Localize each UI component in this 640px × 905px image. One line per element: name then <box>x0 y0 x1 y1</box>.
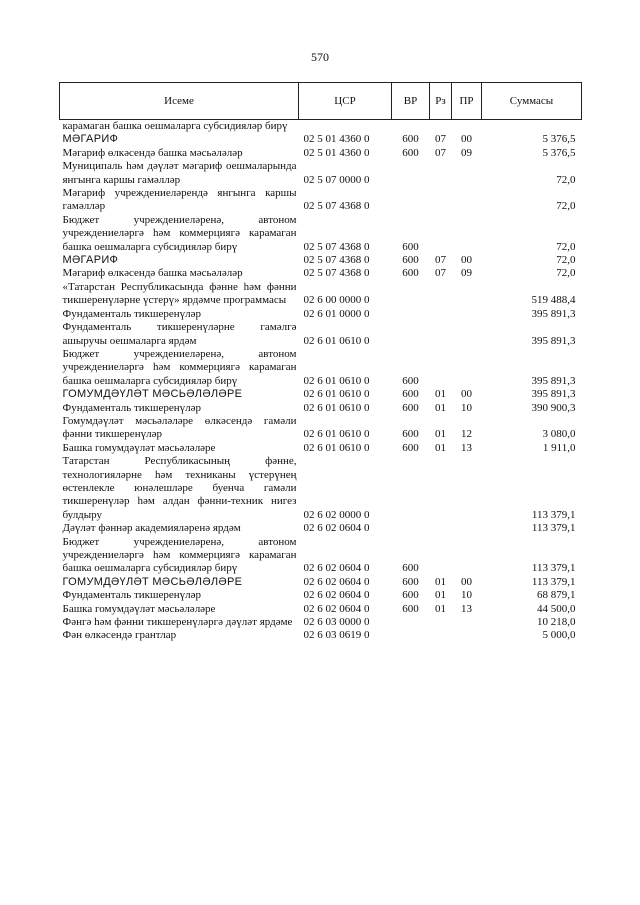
cell-rz: 01 <box>435 575 446 588</box>
table-row <box>60 402 582 415</box>
cell-sum: 44 500,0 <box>537 602 576 615</box>
cell-csr: 02 6 01 0610 0 <box>303 388 370 401</box>
cell-csr: 02 6 01 0000 0 <box>303 307 370 320</box>
table-row <box>60 589 582 602</box>
cell-rz <box>430 455 452 522</box>
cell-sum: 395 891,3 <box>531 307 576 320</box>
table-row <box>60 133 582 146</box>
cell-csr: 02 6 02 0000 0 <box>303 508 370 521</box>
cell-name: Мәгариф учреждениеләрендә янгынга каршы гамәлләр <box>62 187 297 213</box>
cell-vr: 600 <box>402 441 419 454</box>
cell-sum: 113 379,1 <box>531 562 576 575</box>
cell-name: Муниципаль һәм дәүләт мәгариф оешмаларында янгынга каршы гамәлләр <box>62 160 297 186</box>
cell-name: Фундаменталь тикшеренүләр <box>62 589 201 602</box>
header-rz: Рз <box>430 83 452 120</box>
cell-pr <box>452 187 482 214</box>
cell-vr: 600 <box>402 428 419 441</box>
cell-vr: 600 <box>402 254 419 267</box>
cell-pr: 13 <box>461 441 472 454</box>
cell-rz: 01 <box>435 602 446 615</box>
cell-name: Бюджет учреждениеләренә, автоном учреждениеләргә һәм коммерциягә карамаган башка оешмаларга субсидияләр бирү <box>62 213 297 253</box>
cell-pr <box>452 616 482 629</box>
cell-vr: 600 <box>402 133 419 146</box>
table-row <box>60 442 582 455</box>
cell-rz: 07 <box>435 146 446 159</box>
cell-pr <box>452 214 482 254</box>
cell-name: Фундаменталь тикшеренүләр <box>62 401 201 414</box>
cell-csr: 02 5 07 4368 0 <box>303 254 370 267</box>
cell-name: Мәгариф өлкәсендә башка мәсьәләләр <box>62 267 243 280</box>
cell-csr: 02 5 01 4360 0 <box>303 146 370 159</box>
cell-rz: 01 <box>435 401 446 414</box>
cell-name: Башка гомумдәүләт мәсьәләләре <box>62 441 216 454</box>
table-row <box>60 415 582 442</box>
table-row <box>60 522 582 535</box>
cell-pr <box>452 308 482 321</box>
cell-name: Бюджет учреждениеләренә, автоном учреждениеләргә һәм коммерциягә карамаган башка оешмаларга субсидияләр бирү <box>62 347 297 387</box>
cell-csr: 02 6 03 0000 0 <box>303 616 370 629</box>
cell-csr: 02 5 07 4368 0 <box>303 200 370 213</box>
cell-rz: 07 <box>435 254 446 267</box>
cell-sum: 5 376,5 <box>542 133 576 146</box>
cell-pr <box>452 629 482 642</box>
cell-pr <box>452 120 482 134</box>
cell-vr <box>392 629 430 642</box>
cell-sum: 395 891,3 <box>531 334 576 347</box>
cell-sum: 113 379,1 <box>531 522 576 535</box>
cell-vr: 600 <box>402 401 419 414</box>
table-row <box>60 455 582 522</box>
cell-vr <box>392 522 430 535</box>
cell-name: Дәүләт фәннәр академияләренә ярдәм <box>62 522 241 535</box>
cell-sum: 68 879,1 <box>537 589 576 602</box>
cell-csr: 02 6 01 0610 0 <box>303 374 370 387</box>
cell-rz <box>430 281 452 308</box>
cell-rz <box>430 308 452 321</box>
cell-rz <box>430 348 452 388</box>
cell-pr: 09 <box>461 267 472 280</box>
cell-name: Бюджет учреждениеләренә, автоном учреждениеләргә һәм коммерциягә карамаган башка оешмаларга субсидияләр бирү <box>62 535 297 575</box>
cell-vr: 600 <box>402 374 419 387</box>
cell-pr: 10 <box>461 401 472 414</box>
cell-csr: 02 6 03 0619 0 <box>303 629 370 642</box>
table-header-row <box>60 83 582 120</box>
cell-pr <box>452 522 482 535</box>
cell-pr <box>452 281 482 308</box>
table-row <box>60 536 582 576</box>
cell-rz <box>430 522 452 535</box>
table-row <box>60 214 582 254</box>
header-csr: ЦСР <box>299 83 392 120</box>
cell-name: Фундаменталь тикшеренүләрне гамәлгә ашыручы оешмаларга ярдәм <box>62 321 297 347</box>
cell-vr <box>392 616 430 629</box>
cell-pr: 10 <box>461 589 472 602</box>
cell-csr: 02 6 01 0610 0 <box>303 334 370 347</box>
cell-csr: 02 6 02 0604 0 <box>303 575 370 588</box>
cell-vr <box>392 321 430 348</box>
budget-table <box>59 82 582 643</box>
cell-vr <box>392 281 430 308</box>
cell-vr: 600 <box>402 562 419 575</box>
cell-sum: 72,0 <box>556 173 576 186</box>
cell-sum <box>482 120 582 134</box>
cell-sum: 72,0 <box>556 200 576 213</box>
cell-rz <box>430 616 452 629</box>
cell-csr: 02 5 01 4360 0 <box>303 133 370 146</box>
table-row <box>60 160 582 187</box>
table-row <box>60 147 582 160</box>
table-row <box>60 388 582 401</box>
cell-sum: 3 080,0 <box>542 428 576 441</box>
cell-sum: 395 891,3 <box>531 388 576 401</box>
table-row <box>60 267 582 280</box>
cell-pr <box>452 321 482 348</box>
cell-csr: 02 6 02 0604 0 <box>303 589 370 602</box>
cell-name: карамаган башка оешмаларга субсидияләр бирү <box>62 120 288 132</box>
cell-pr: 00 <box>461 575 472 588</box>
cell-csr: 02 6 02 0604 0 <box>303 522 370 535</box>
cell-csr: 02 6 01 0610 0 <box>303 428 370 441</box>
cell-pr: 00 <box>461 254 472 267</box>
cell-name: МӘГАРИФ <box>62 254 119 267</box>
cell-pr: 12 <box>461 428 472 441</box>
cell-pr: 00 <box>461 133 472 146</box>
cell-name: Фәнгә һәм фәнни тикшеренүләргә дәүләт ярдәме <box>62 616 293 629</box>
cell-rz <box>430 120 452 134</box>
cell-name: МӘГАРИФ <box>62 133 119 146</box>
cell-pr <box>452 455 482 522</box>
cell-sum: 390 900,3 <box>531 401 576 414</box>
cell-vr: 600 <box>402 388 419 401</box>
cell-rz <box>430 160 452 187</box>
cell-csr <box>299 120 392 134</box>
cell-vr: 600 <box>402 146 419 159</box>
cell-csr: 02 6 00 0000 0 <box>303 294 370 307</box>
cell-rz: 07 <box>435 133 446 146</box>
table-row <box>60 629 582 642</box>
table-row <box>60 348 582 388</box>
table-row <box>60 254 582 267</box>
table-row <box>60 308 582 321</box>
cell-name: Мәгариф өлкәсендә башка мәсьәләләр <box>62 146 243 159</box>
page-number: 570 <box>311 50 329 64</box>
table-row <box>60 120 582 134</box>
cell-sum: 1 911,0 <box>542 441 576 454</box>
cell-name: Башка гомумдәүләт мәсьәләләре <box>62 602 216 615</box>
header-sum: Суммасы <box>482 83 582 120</box>
header-vr: ВР <box>392 83 430 120</box>
header-name: Исеме <box>60 83 299 120</box>
cell-vr: 600 <box>402 589 419 602</box>
cell-sum: 5 000,0 <box>542 629 576 642</box>
cell-sum: 72,0 <box>556 267 576 280</box>
table-row <box>60 321 582 348</box>
cell-pr: 09 <box>461 146 472 159</box>
table-row <box>60 187 582 214</box>
cell-rz: 07 <box>435 267 446 280</box>
cell-rz <box>430 187 452 214</box>
cell-csr: 02 6 02 0604 0 <box>303 602 370 615</box>
cell-csr: 02 5 07 0000 0 <box>303 173 370 186</box>
cell-rz <box>430 629 452 642</box>
cell-sum: 395 891,3 <box>531 374 576 387</box>
cell-name: Татарстан Республикасының фәнне, технологияләрне һәм техниканы үстерүнең өстенлекле юнәлешләре буенча гамәли тикшеренүләр һәм алдан фәнни-техник нигез булдыру <box>62 455 297 521</box>
cell-rz <box>430 321 452 348</box>
cell-rz: 01 <box>435 589 446 602</box>
table-row <box>60 603 582 616</box>
cell-name: Гомумдәүләт мәсьәләләре өлкәсендә гамәли фәнни тикшеренүләр <box>62 414 297 441</box>
cell-csr: 02 6 02 0604 0 <box>303 562 370 575</box>
cell-name: Фундаменталь тикшеренүләр <box>62 307 201 320</box>
cell-vr: 600 <box>402 602 419 615</box>
cell-rz: 01 <box>435 428 446 441</box>
cell-csr: 02 5 07 4368 0 <box>303 240 370 253</box>
cell-vr <box>392 160 430 187</box>
cell-vr: 600 <box>402 575 419 588</box>
cell-sum: 72,0 <box>556 254 576 267</box>
cell-pr: 00 <box>461 388 472 401</box>
cell-vr: 600 <box>402 240 419 253</box>
cell-vr: 600 <box>402 267 419 280</box>
cell-name: «Татарстан Республикасында фәнне һәм фәнни тикшеренүләрне үстерү» ярдәмче программасы <box>62 280 297 307</box>
cell-sum: 72,0 <box>556 240 576 253</box>
cell-vr <box>392 120 430 134</box>
cell-name: ГОМУМДӘҮЛӘТ МӘСЬӘЛӘЛӘРЕ <box>62 575 243 588</box>
cell-vr <box>392 187 430 214</box>
cell-pr <box>452 348 482 388</box>
cell-vr <box>392 455 430 522</box>
cell-sum: 519 488,4 <box>531 294 576 307</box>
table-body <box>60 120 582 643</box>
header-pr: ПР <box>452 83 482 120</box>
cell-csr: 02 6 01 0610 0 <box>303 441 370 454</box>
cell-rz <box>430 536 452 576</box>
cell-csr: 02 6 01 0610 0 <box>303 401 370 414</box>
cell-name: Фән өлкәсендә грантлар <box>62 629 177 642</box>
table-row <box>60 616 582 629</box>
cell-pr <box>452 536 482 576</box>
cell-csr: 02 5 07 4368 0 <box>303 267 370 280</box>
cell-rz: 01 <box>435 441 446 454</box>
cell-pr: 13 <box>461 602 472 615</box>
table-row <box>60 576 582 589</box>
table-row <box>60 281 582 308</box>
cell-sum: 113 379,1 <box>531 575 576 588</box>
cell-name: ГОМУМДӘҮЛӘТ МӘСЬӘЛӘЛӘРЕ <box>62 388 243 401</box>
cell-sum: 10 218,0 <box>537 616 576 629</box>
cell-sum: 113 379,1 <box>531 508 576 521</box>
cell-vr <box>392 308 430 321</box>
cell-rz: 01 <box>435 388 446 401</box>
cell-rz <box>430 214 452 254</box>
cell-pr <box>452 160 482 187</box>
cell-sum: 5 376,5 <box>542 146 576 159</box>
